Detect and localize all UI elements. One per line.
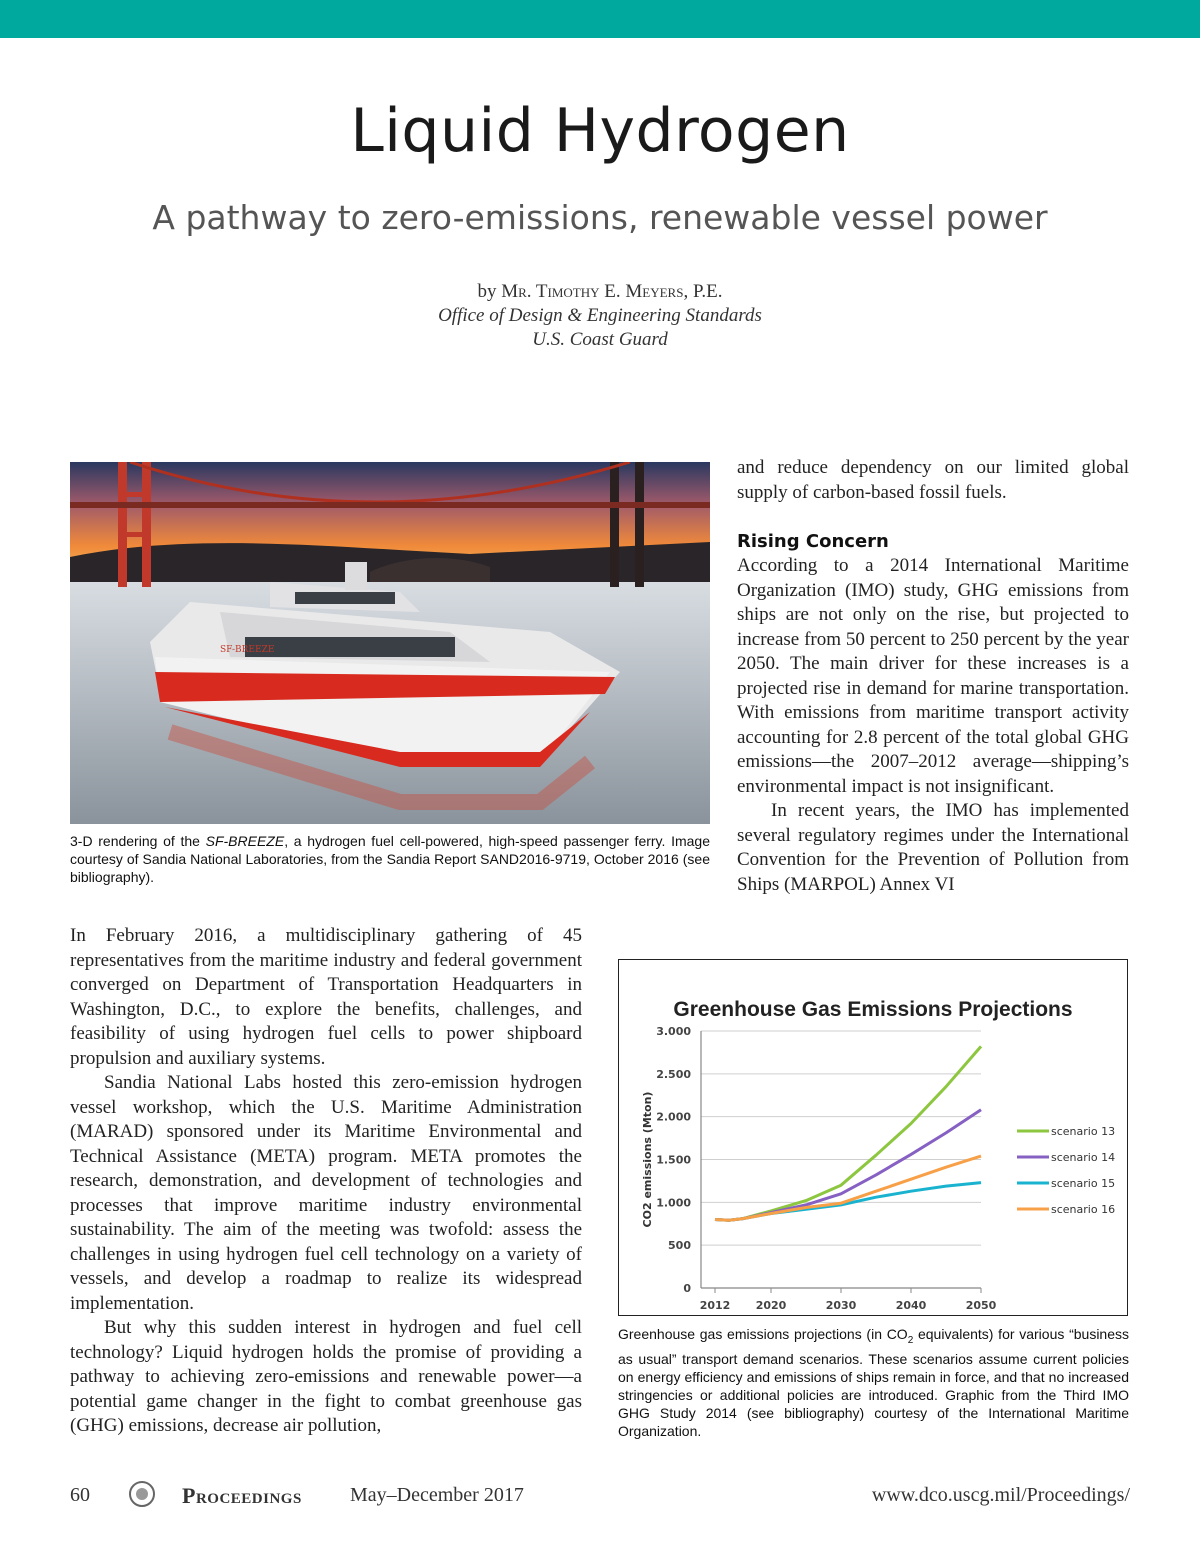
y-axis-label: CO2 emissions (Mton): [641, 1091, 654, 1228]
author-agency: U.S. Coast Guard: [532, 329, 668, 350]
ferry-illustration: [70, 462, 710, 824]
footer-issue: May–December 2017: [350, 1484, 524, 1506]
image-caption: [70, 832, 710, 886]
caption-text-pre: 3-D rendering of the: [70, 833, 206, 849]
x-tick-label: 2020: [755, 1299, 787, 1312]
vessel-name-label: SF-BREEZE: [220, 645, 275, 655]
paragraph-why-hydrogen: But why this sudden interest in hydrogen and fuel cell technology? Liquid hydrogen holds the promise of providing a pathway to achieving zero-emissions and renewable power—a potential game changer in the fight to combat greenhouse gas (GHG) emissions, decrease air pollution,: [70, 1317, 582, 1436]
legend-label: scenario 16: [1051, 1203, 1116, 1216]
y-tick-label: 2.500: [656, 1067, 691, 1081]
uscg-seal-icon: [128, 1480, 156, 1514]
legend-label: scenario 15: [1051, 1177, 1116, 1190]
y-tick-label: 2.000: [656, 1110, 691, 1124]
ferry-rendering-image: [70, 462, 710, 824]
left-column: [70, 924, 582, 1439]
chart-caption-subscript: 2: [907, 1334, 914, 1346]
x-tick-label: 2012: [699, 1299, 731, 1312]
ghg-emissions-chart: [618, 959, 1128, 1316]
author-suffix: , P.E.: [683, 281, 723, 302]
series-line-scenario-13: [715, 1046, 981, 1220]
byline-by: by: [477, 281, 497, 302]
footer-page-number: 60: [70, 1484, 90, 1506]
byline: [0, 280, 1200, 352]
article-title: Liquid Hydrogen: [350, 96, 850, 166]
y-tick-label: 500: [668, 1239, 691, 1253]
paragraph-continuation: and reduce dependency on our limited global supply of carbon-based fossil fuels.: [737, 457, 1129, 503]
y-tick-label: 3.000: [656, 1025, 691, 1038]
article-subtitle: A pathway to zero-emissions, renewable vessel power: [152, 198, 1048, 237]
x-tick-label: 2030: [825, 1299, 857, 1312]
chart-caption: [618, 1325, 1129, 1440]
top-accent-bar: [0, 0, 1200, 38]
legend-label: scenario 13: [1051, 1125, 1116, 1138]
x-tick-label: 2050: [965, 1299, 997, 1312]
chart-caption-pre: Greenhouse gas emissions projections (in CO: [618, 1326, 908, 1342]
author-office: Office of Design & Engineering Standards: [438, 305, 762, 326]
right-column: [737, 456, 1129, 897]
chart-caption-post: equivalents) for various “business as usual” transport demand scenarios. These scenarios assume current policies on energy efficiency and emissions of ships remain in force, and that no increased stringencies or additional policies are introduced. Graphic from the Third IMO GHG Study 2014 (see bibliography) courtesy of the International Maritime Organization.: [618, 1326, 1129, 1439]
paragraph-sandia: Sandia National Labs hosted this zero-emission hydrogen vessel workshop, which the U.S. Maritime Administration (MARAD) sponsored under its Maritime Environmental and Technical Assistance (META) program. META promotes the research, demonstration, and development of technologies and processes that improve maritime industry environmental sustainability. The aim of the meeting was twofold: assess the challenges in using hydrogen fuel cell technology on a variety of vessels, and develop a roadmap to realize its widespread implementation.: [70, 1072, 582, 1314]
y-tick-label: 0: [683, 1282, 691, 1295]
footer-publication: Proceedings: [182, 1483, 302, 1508]
author-name: Mr. Timothy E. Meyers: [501, 281, 684, 302]
chart-svg: [619, 960, 1127, 1315]
caption-vessel-name: SF-BREEZE: [205, 833, 285, 849]
caption-text-post: , a hydrogen fuel cell-powered, high-speed passenger ferry. Image courtesy of Sandia National Laboratories, from the Sandia Report SAND2016-9719, October 2016 (see bibliography).: [70, 833, 711, 885]
paragraph-marpol: In recent years, the IMO has implemented several regulatory regimes under the International Convention for the Prevention of Pollution from Ships (MARPOL) Annex VI: [737, 800, 1129, 895]
y-tick-label: 1.500: [656, 1153, 691, 1167]
y-tick-label: 1.000: [656, 1196, 691, 1210]
x-tick-label: 2040: [895, 1299, 927, 1312]
footer-url[interactable]: www.dco.uscg.mil/Proceedings/: [871, 1484, 1130, 1506]
paragraph-intro: In February 2016, a multidisciplinary gathering of 45 representatives from the maritime industry and federal government converged on Department of Transportation Headquarters in Washington, D.C., to explore the benefits, challenges, and feasibility of using hydrogen fuel cells to power shipboard propulsion and auxiliary systems.: [70, 925, 582, 1069]
section-heading-rising-concern: Rising Concern: [737, 531, 889, 552]
paragraph-imo-study: According to a 2014 International Maritime Organization (IMO) study, GHG emissions from ships are not only on the rise, but projected to increase from 50 percent to 250 percent by the year 2050. The main driver for these increases is a projected rise in demand for marine transportation. With emissions from maritime transport activity accounting for 2.8 percent of the total global GHG emissions—the 2007–2012 average—shipping’s environmental impact is not insignificant.: [737, 555, 1129, 797]
legend-label: scenario 14: [1051, 1151, 1116, 1164]
chart-title: Greenhouse Gas Emissions Projections: [673, 998, 1073, 1021]
